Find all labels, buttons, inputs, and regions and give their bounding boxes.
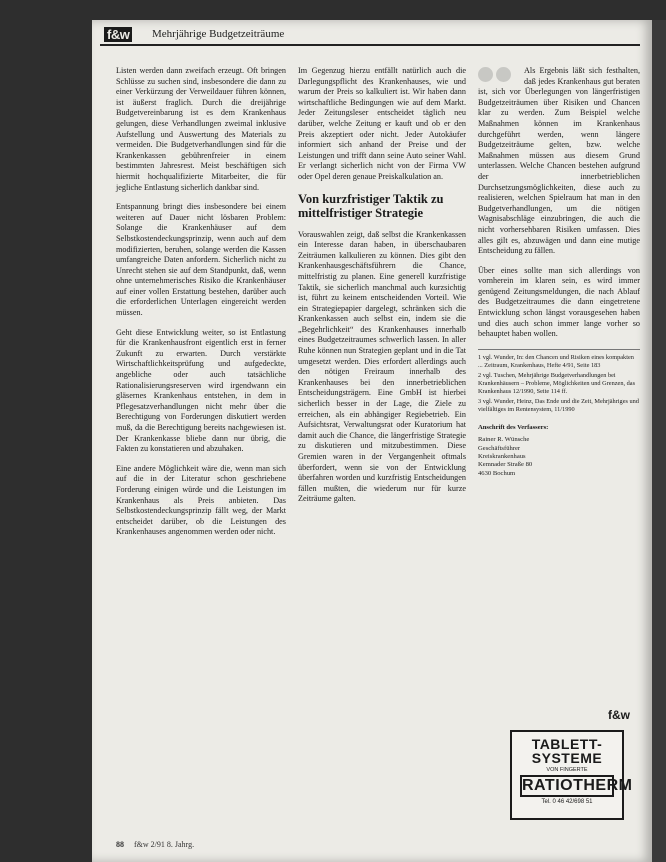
paragraph: Entspannung bringt dies insbesondere bei einem weiteren auf Dauer nicht lösbaren Problem: Solange die Krankenhäuser auf dem Selbstkostendeckungsprinzip, wenn auch auf dem modifizierten, beruhen, solange werden die Kassen umfangreiche Daten anfordern. Sicherlich nicht zu Unrecht stehen sie auf dem Standpunkt, daß, wenn ohne unternehmerisches Risiko die Krankenhäuser auf einer vollen Erstattung bestehen, darüber auch die erforderlichen Unterlagen eingereicht werden müssen.: [116, 202, 286, 318]
advertisement-box: [510, 730, 633, 820]
footnote: 1 vgl. Wunder, In: den Chancen und Risiken eines kompakten ... Zeitraum, Krankenhaus, Hefte 4/91, Seite 183: [478, 353, 634, 369]
ad-brand-logo: RATIOTHERM: [520, 775, 614, 797]
page-gutter-shadow: [652, 20, 666, 862]
ad-phone: Tel. 0 46 42/698 51: [541, 799, 593, 805]
paragraph: Vorauswahlen zeigt, daß selbst die Krankenkassen ein Interesse daran haben, in überschaubaren Zeiträumen kalkulieren zu können. Dies gibt den Krankenhausgeschäftsführern die Chance, mittelfristig zu planen. Eine generell kurzfristige Taktik, sie sicherlich manchmal auch kurzsichtig ist, führt zu keinem entscheidenden Vorteil. Wie ein Strategiepapier dargelegt, schränken sich die Krankenkassen auch selbst ein, indem sie die „Begehrlichkeit“ des Krankenhauses innerhalb eines Budgetzeitraumes schwerlich lassen. In aller Ruhe können nun Strategien geplant und in die Tat umgesetzt werden. Dies erfordert allerdings auch den nötigen Freiraum innerhalb des Krankenhauses bei den innerbetrieblichen Entscheidungsträgern. Eine GmbH ist hierbei sicherlich besser in der Lage, die Ziele zu erreichen, als ein abhängiger Regiebetrieb. Ein Aufsichtsrat, Verwaltungsrat oder Kuratorium hat damit auch die Chance, die längerfristige Strategie zu diskutieren und mitzubestimmen. Diese Gremien waren in der Vergangenheit oftmals überfordert, wenn sie von der Entwicklung überfahren worden und kurzfristig Entscheidungen fällen mußten, die wiederum nur für kurze Zeiträume galten.: [298, 229, 466, 504]
fw-logo-small: f&w: [608, 708, 630, 722]
footnote: 2 vgl. Tuschen, Mehrjährige Budgetverhandlungen bei Krankenhäusern – Probleme, Möglichkeiten und Grenzen, das Krankenhaus 12/1990, Seite 114 ff.: [478, 371, 636, 395]
ad-headline: TABLETT-: [531, 736, 603, 752]
address-line: Rainer R. Wünsche: [478, 436, 530, 444]
paragraph: Listen werden dann zweifach erzeugt. Oft bringen Schlüsse zu suchen sind, insbesondere die dann zu einer Verkürzung der Verweildauer führen können, ist äußerst fraglich. Durch die dreijährige Budgetvereinbarung ist es dem Krankenhaus gelungen, diese Verhandlungen zweimal inklusive Aufstellung und Auswertung des Materials zu vermeiden. Die Budgetverhandlungen sind für die Krankenkassen gebührenfreier in einem bestimmten Jahresrest. Meist beschäftigen sich hiermit hochqualifizierte Mitarbeiter, die für jegliche Entlastung sicherlich dankbar sind.: [116, 66, 286, 192]
ad-headline: SYSTEME: [531, 750, 603, 766]
footnotes: [478, 349, 640, 414]
paragraph: Als Ergebnis läßt sich festhalten, daß jedes Krankenhaus gut beraten ist, sich vor Überlegungen von längerfristigen Budgetzeiträumen über Risiken und Chancen klar zu werden. Zum Beispiel welche Maßnahmen können im Krankenhaus durchgeführt werden, wenn längere Budgetzeiträume gelten, bzw. welche Maßnahmen müssen aus diesem Grund unterlassen. Welche Chancen bestehen aufgrund der innerbetrieblichen Durchsetzungsmöglichkeiten, diese auch zu realisieren, welchen Spielraum hat man in den Budgetverhandlungen, um die nötigen Wagnisabschläge einzubringen, die auch die nicht vorhersehbaren Risiken umfassen. Dies alles gilt es, abzuwägen und dann eine mutige Entscheidung zu fällen.: [478, 66, 640, 256]
footnote: 3 vgl. Wunder, Heinz, Das Ende und die Zeit, Mehrjähriges und vielfältiges im Rentensystem, 11/1990: [478, 397, 639, 413]
text-column-1: [116, 66, 286, 547]
address-line: Geschäftsführer: [478, 444, 521, 452]
page-footer: [116, 840, 194, 849]
section-heading: Von kurzfristiger Taktik zu mittelfristiger Strategie: [298, 191, 444, 220]
address-title: Anschrift des Verfassers:: [478, 423, 549, 431]
paragraph: Über eines sollte man sich allerdings von vornherein im klaren sein, es wird immer genügend Zeitungsmeldungen, die nach Ablauf des Budgetzeitraumes die dann eingetretene Entwicklung schon längst vorausgesehen haben und dies auch schon immer lange vorher so behauptet haben wollen.: [478, 265, 640, 339]
author-address: [478, 424, 640, 478]
address-line: Kreiskrankenhaus: [478, 453, 526, 461]
circle-icon: [496, 67, 511, 82]
decorative-circles: [478, 66, 518, 84]
paragraph: Eine andere Möglichkeit wäre die, wenn man sich auf die in der Literatur schon geschriebene Forderung einigen würde und die Leistungen im Krankenhaus als Preis anbieten. Das Selbstkostendeckungsprinzip fällt weg, der Markt entscheidet darüber, ob die Leistungen des Krankenhauses angenommen werden oder nicht.: [116, 463, 286, 537]
running-title: Mehrjährige Budgetzeiträume: [152, 28, 285, 40]
paragraph: Im Gegenzug hierzu entfällt natürlich auch die Darlegungspflicht des Krankenhauses, wie und warum der Preis so kalkuliert ist. Wir haben dann wirtschaftliche Bedingungen wie auf dem Markt. Jeder Zeitungsleser entscheidet täglich neu darüber, welche Zeitung er kauft und ob er den Preis akzeptiert oder nicht. Jeder Autokäufer informiert sich anhand der Preise und der Leistungen und trifft dann seine Auto seiner Wahl. Er verlangt sicherlich nicht von der Firma VW oder Opel deren genaue Preiskalkulation an.: [298, 66, 466, 181]
address-line: 4630 Bochum: [478, 469, 516, 477]
paragraph: Geht diese Entwicklung weiter, so ist Entlastung für die Krankenhausfront eigentlich erst in ferner Zukunft zu erwarten. Durch verstärkte Wirtschaftlichkeitsprüfung und aufgedeckte, angebliche oder auch tatsächliche Rationalisierungsreserven wird irgendwann ein gläsernes Krankenhaus entstehen, in dem in Pflegesatzverhandlungen nicht mehr über die Berechtigung von Forderungen diskutiert werden muß, da die Berechtigung bereits nachgewiesen ist. Der Krankenkasse bliebe dann nur übrig, die Fakten zu konstatieren und abzuhaken.: [116, 327, 286, 454]
address-line: Kemnader Straße 80: [478, 461, 533, 469]
circle-icon: [478, 67, 493, 82]
running-header: [100, 26, 640, 46]
issue-info: f&w 2/91 8. Jahrg.: [134, 840, 195, 849]
text-column-2: [298, 66, 466, 514]
fw-logo: f&w: [104, 27, 132, 42]
page-number: 88: [116, 840, 124, 849]
ad-subline: VON FINGERTE: [546, 767, 588, 773]
text-column-3: [478, 66, 640, 478]
